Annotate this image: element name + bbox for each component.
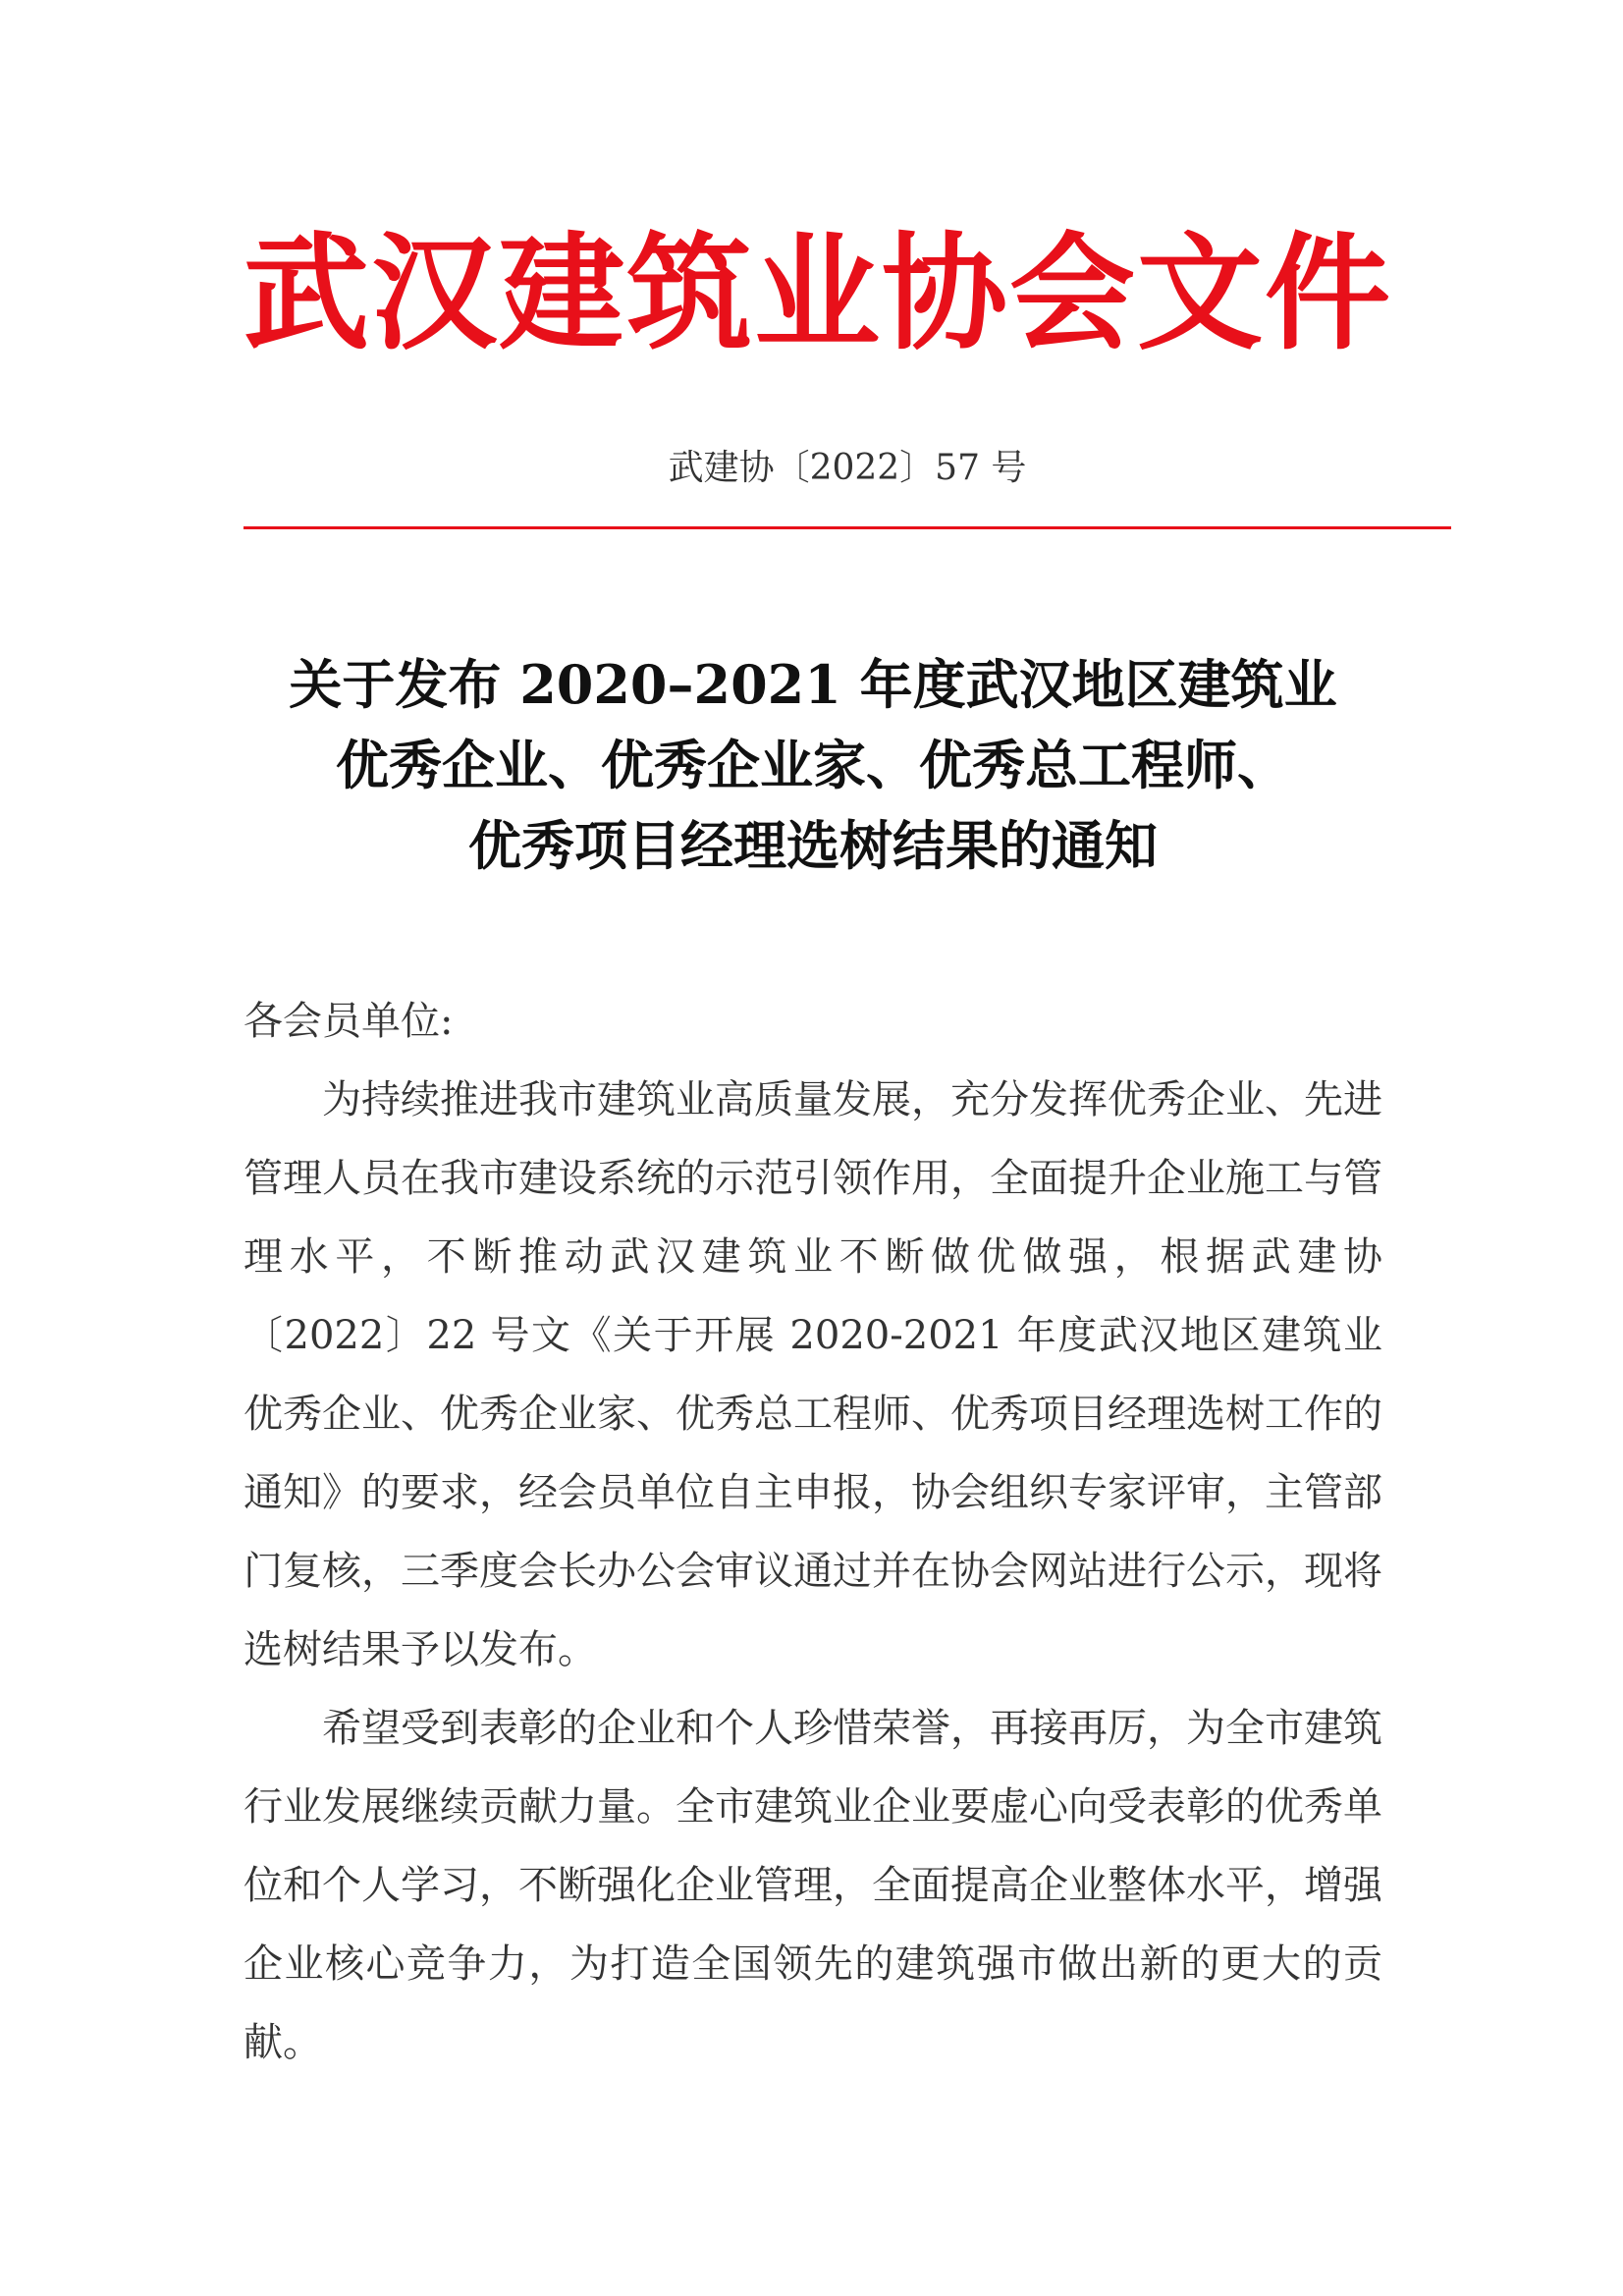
red-divider-line	[243, 526, 1451, 529]
body-paragraph-2: 希望受到表彰的企业和个人珍惜荣誉，再接再厉，为全市建筑行业发展继续贡献力量。全市建筑业企业要虚心向受表彰的优秀单位和个人学习，不断强化企业管理，全面提高企业整体水平，增强企业核心竞争力，为打造全国领先的建筑强市做出新的更大的贡献。	[243, 1706, 1382, 2065]
notice-title	[243, 644, 1382, 886]
notice-body	[243, 982, 1382, 2082]
notice-title-line-1: 关于发布 2020–2021 年度武汉地区建筑业	[289, 653, 1337, 716]
masthead-title: 武汉建筑业协会文件	[243, 221, 1393, 367]
notice-title-line-3: 优秀项目经理选树结果的通知	[468, 814, 1158, 877]
body-paragraph-1: 为持续推进我市建筑业高质量发展，充分发挥优秀企业、先进管理人员在我市建设系统的示范引领作用，全面提升企业施工与管理水平，不断推动武汉建筑业不断做优做强，根据武建协〔2022〕22 号文《关于开展 2020-2021 年度武汉地区建筑业优秀企业、优秀企业家、优秀总工程师、优秀项目经理选树工作的通知》的要求，经会员单位自主申报，协会组织专家评审，主管部门复核，三季度会长办公会审议通过并在协会网站进行公示，现将选树结果予以发布。	[243, 1077, 1382, 1672]
notice-title-line-2: 优秀企业、优秀企业家、优秀总工程师、	[336, 734, 1290, 796]
document-number: 武建协〔2022〕57 号	[668, 448, 1027, 488]
salutation: 各会员单位:	[243, 999, 454, 1044]
